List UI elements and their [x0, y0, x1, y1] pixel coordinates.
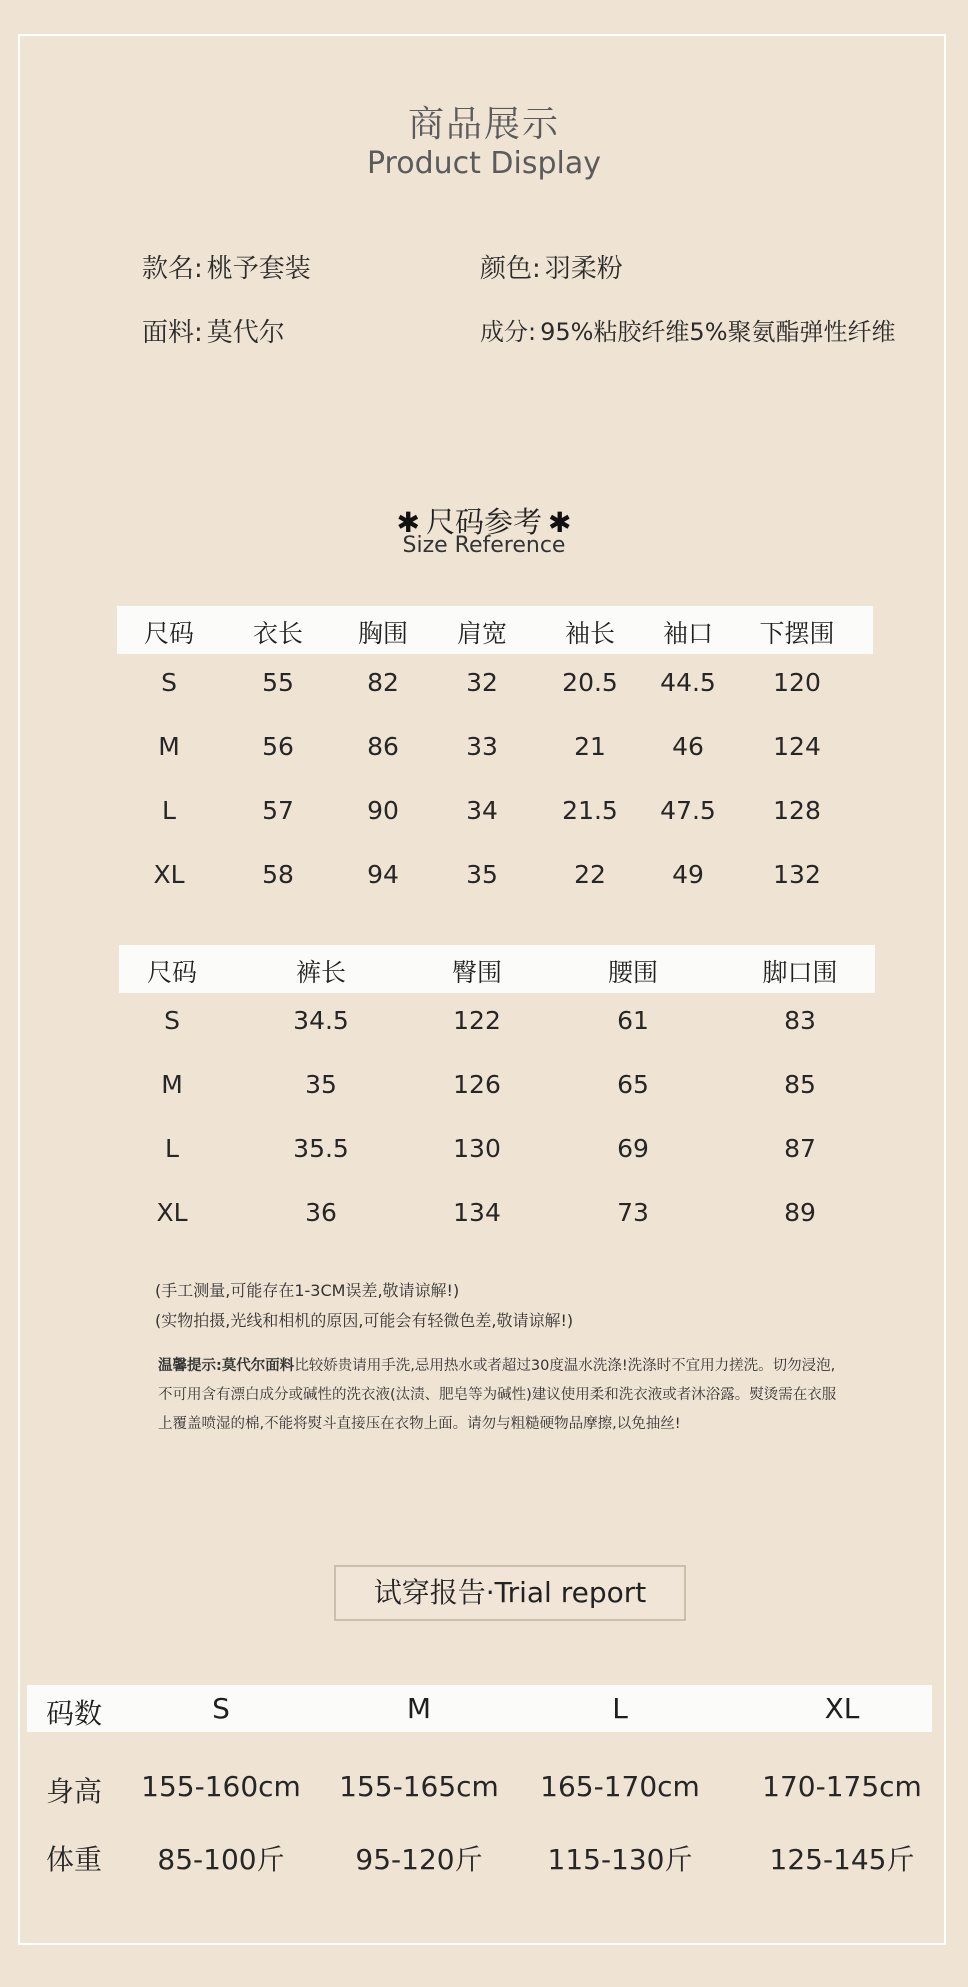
row-label: XL	[153, 860, 185, 889]
row-label: S	[161, 668, 177, 697]
size-reference-title: 尺码参考	[425, 505, 542, 539]
column-header: L	[612, 1692, 628, 1725]
spec-value: 羽柔粉	[544, 254, 623, 284]
page-subtitle: Product Display	[366, 146, 602, 181]
column-header: 下摆围	[759, 619, 835, 648]
row-label: L	[162, 796, 176, 825]
table-cell: 35	[305, 1070, 337, 1099]
row-label: XL	[156, 1198, 188, 1227]
column-header: 袖长	[564, 619, 616, 648]
column-header: 脚口围	[762, 958, 838, 987]
column-header: 衣长	[252, 619, 304, 648]
trial-table-header-bar	[27, 1685, 932, 1732]
table-cell: 134	[453, 1198, 501, 1227]
table-cell: 87	[784, 1134, 816, 1163]
table-cell: 130	[453, 1134, 501, 1163]
spec-label: 成分:	[480, 318, 537, 346]
table-cell: 22	[574, 860, 606, 889]
spec-color	[480, 248, 623, 285]
size-reference-subtitle: Size Reference	[402, 533, 566, 558]
spec-label: 颜色:	[480, 254, 541, 284]
table-cell: 82	[367, 668, 399, 697]
table-cell: 83	[784, 1006, 816, 1035]
spec-style-name	[142, 248, 311, 285]
table-cell: 61	[617, 1006, 649, 1035]
table-cell: 115-130斤	[547, 1843, 693, 1876]
table-cell: 85-100斤	[157, 1843, 285, 1876]
table-cell: 126	[453, 1070, 501, 1099]
table-cell: 85	[784, 1070, 816, 1099]
table-cell: 69	[617, 1134, 649, 1163]
table-cell: 49	[672, 860, 704, 889]
column-header: 尺码	[146, 958, 198, 987]
column-header: 码数	[45, 1697, 103, 1730]
spec-label: 面料:	[142, 318, 203, 348]
table-cell: 57	[262, 796, 294, 825]
column-header: XL	[824, 1692, 860, 1725]
page-title: 商品展示	[407, 104, 560, 145]
table-cell: 124	[773, 732, 821, 761]
row-label: L	[165, 1134, 179, 1163]
table-cell: 95-120斤	[355, 1843, 483, 1876]
care-tip-label: 温馨提示:	[158, 1358, 222, 1374]
row-label: M	[161, 1070, 183, 1099]
table-cell: 122	[453, 1006, 501, 1035]
column-header: 臀围	[451, 958, 503, 987]
spec-fabric	[142, 312, 285, 349]
column-header: M	[406, 1692, 432, 1725]
measurement-note: (手工测量,可能存在1-3CM误差,敬请谅解!)	[155, 1281, 460, 1300]
table-cell: 33	[466, 732, 498, 761]
table-cell: 89	[784, 1198, 816, 1227]
table-cell: 34	[466, 796, 498, 825]
table-cell: 90	[367, 796, 399, 825]
column-header: 腰围	[607, 958, 659, 987]
spec-value: 桃予套装	[206, 254, 311, 284]
spec-label: 款名:	[142, 254, 203, 284]
spec-value: 95%粘胶纤维5%聚氨酯弹性纤维	[540, 318, 896, 346]
row-label: M	[158, 732, 180, 761]
column-header: 裤长	[295, 958, 347, 987]
row-label: S	[164, 1006, 180, 1035]
trial-report-title: 试穿报告·Trial report	[334, 1565, 686, 1621]
column-header: 尺码	[143, 619, 195, 648]
table-cell: 35.5	[293, 1134, 349, 1163]
table-cell: 20.5	[562, 668, 618, 697]
table-cell: 86	[367, 732, 399, 761]
care-tip	[158, 1352, 848, 1439]
care-tip-fabric: 莫代尔面料	[221, 1358, 295, 1374]
table-cell: 165-170cm	[540, 1770, 700, 1803]
table-cell: 46	[672, 732, 704, 761]
row-label: 体重	[45, 1843, 103, 1876]
flower-icon: ✱	[396, 506, 420, 539]
spec-composition	[480, 312, 896, 347]
column-header: 肩宽	[456, 619, 508, 648]
color-note: (实物拍摄,光线和相机的原因,可能会有轻微色差,敬请谅解!)	[155, 1311, 574, 1330]
table-cell: 35	[466, 860, 498, 889]
table-cell: 65	[617, 1070, 649, 1099]
table-cell: 128	[773, 796, 821, 825]
table-cell: 55	[262, 668, 294, 697]
column-header: 袖口	[662, 619, 714, 648]
table-cell: 73	[617, 1198, 649, 1227]
table-cell: 44.5	[660, 668, 716, 697]
table-cell: 155-165cm	[339, 1770, 499, 1803]
spec-value: 莫代尔	[206, 318, 285, 348]
table-cell: 58	[262, 860, 294, 889]
table-cell: 170-175cm	[762, 1770, 922, 1803]
row-label: 身高	[45, 1775, 103, 1808]
column-header: 胸围	[357, 619, 409, 648]
table-cell: 32	[466, 668, 498, 697]
table-cell: 47.5	[660, 796, 716, 825]
column-header: S	[212, 1692, 230, 1725]
care-tip-text: 比较娇贵请用手洗,忌用热水或者超过30度温水洗涤!洗涤时不宜用力搓洗。切勿浸泡,不可用含有漂白成分或碱性的洗衣液(汰渍、肥皂等为碱性)建议使用柔和洗衣液或者沐浴露。熨烫需在衣服上覆盖喷湿的棉,不能将熨斗直接压在衣物上面。请勿与粗糙硬物品摩擦,以免抽丝!	[158, 1358, 837, 1432]
table-cell: 155-160cm	[141, 1770, 301, 1803]
table-cell: 132	[773, 860, 821, 889]
table-cell: 21.5	[562, 796, 618, 825]
flower-icon: ✱	[548, 506, 572, 539]
table-cell: 125-145斤	[769, 1843, 915, 1876]
table-cell: 34.5	[293, 1006, 349, 1035]
table-cell: 120	[773, 668, 821, 697]
table-cell: 36	[305, 1198, 337, 1227]
table-cell: 56	[262, 732, 294, 761]
table-cell: 94	[367, 860, 399, 889]
table-cell: 21	[574, 732, 606, 761]
